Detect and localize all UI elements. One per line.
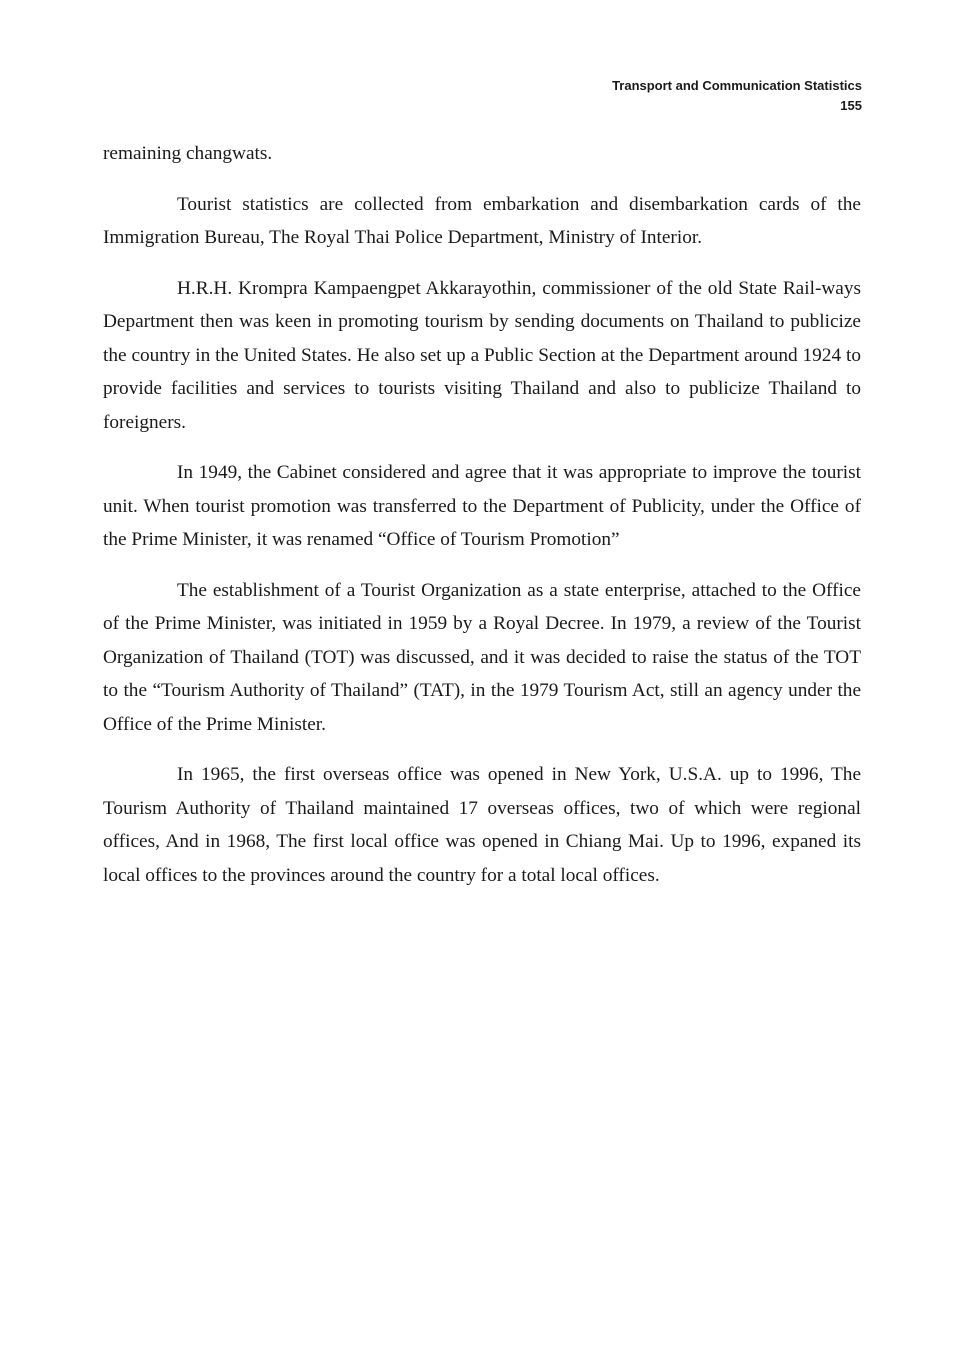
body-text [103,137,861,892]
paragraph-continuation: remaining changwats. [103,143,273,164]
paragraph-tourist-organization: The establishment of a Tourist Organization as a state enterprise, attached to the Office of the Prime Minister, was initiated in 1959 by a Royal Decree. In 1979, a review of the Tourist Organization of Thailand (TOT) was discussed, and it was decided to raise the status of the TOT to the “Tourism Authority of Thailand” (TAT), in the 1979 Tourism Act, still an agency under the Office of the Prime Minister. [103,579,861,735]
paragraph-tourist-statistics: Tourist statistics are collected from embarkation and disembarkation cards of the Immigration Bureau, The Royal Thai Police Department, Ministry of Interior. [103,193,861,248]
paragraph-history: H.R.H. Krompra Kampaengpet Akkarayothin, commissioner of the old State Rail-ways Department then was keen in promoting tourism by sending documents on Thailand to publicize the country in the United States. He also set up a Public Section at the Department around 1924 to provide facilities and services to tourists visiting Thailand and also to publicize Thailand to foreigners. [103,277,861,433]
header-title: Transport and Communication Statistics [612,78,862,93]
paragraph-1949: In 1949, the Cabinet considered and agree that it was appropriate to improve the tourist unit. When tourist promotion was transferred to the Department of Publicity, under the Office of the Prime Minister, it was renamed “Office of Tourism Promotion” [103,462,861,550]
page-number: 155 [840,98,862,113]
paragraph-offices: In 1965, the first overseas office was opened in New York, U.S.A. up to 1996, The Tourism Authority of Thailand maintained 17 overseas offices, two of which were regional offices, And in 1968, The first local office was opened in Chiang Mai. Up to 1996, expaned its local offices to the provinces around the country for a total local offices. [103,764,861,886]
running-header [612,76,862,116]
